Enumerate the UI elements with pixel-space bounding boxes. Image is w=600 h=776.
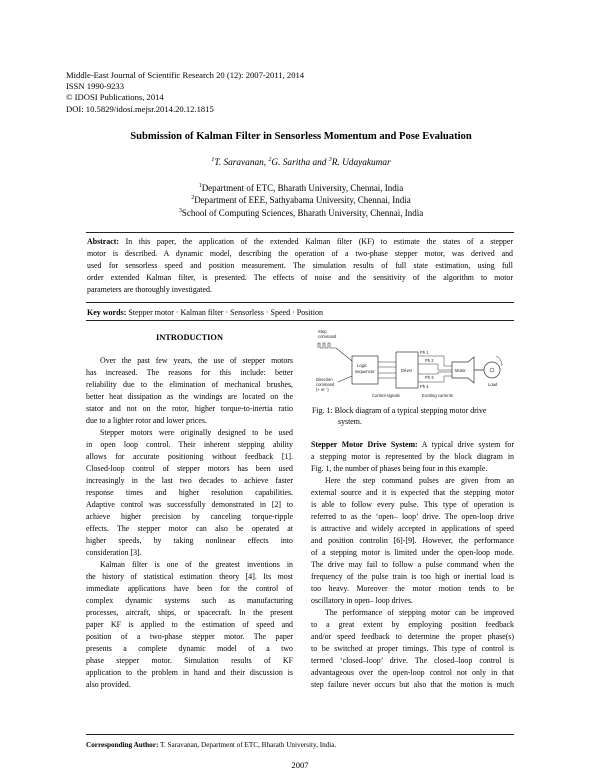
intro-paragraph-3 bbox=[86, 559, 293, 691]
text-line: and/or speed feedback to determine the proper phase(s) bbox=[311, 632, 514, 641]
text-line: Closed-loop control of stepper motors has been used bbox=[86, 464, 293, 473]
fig-label-direction: Direction bbox=[316, 377, 333, 382]
author-name: T. Saravanan, bbox=[214, 158, 269, 168]
step-pulse-train bbox=[318, 343, 336, 348]
affiliation-list bbox=[60, 182, 542, 219]
author-sup: 1 bbox=[211, 156, 215, 163]
text-line: Kalman filter is one of the greatest inventions in bbox=[100, 560, 293, 569]
text-line: Adaptive control was successfully demonstrated in [2] to bbox=[86, 500, 293, 509]
text-line: presents a complete dynamic model of a two bbox=[86, 644, 293, 653]
text-line: Stepper Motor Drive System: A typical drive system for bbox=[311, 440, 514, 449]
text-line: to a great extent by employing position feedback bbox=[311, 620, 514, 629]
text-line: increasingly in the last two decades to achieve faster bbox=[86, 476, 293, 485]
fig-label-logic: Logic bbox=[357, 363, 368, 368]
affiliation-sup: 1 bbox=[198, 183, 202, 189]
phase-lines bbox=[418, 356, 452, 382]
load-disc bbox=[484, 362, 500, 378]
fig-label-sequencer: sequencer bbox=[355, 369, 375, 374]
text-line: is able to follow every pulse. This type of operation is bbox=[311, 500, 514, 509]
abstract-line: parameters are thoroughly investigated. bbox=[87, 285, 212, 294]
corresponding-author bbox=[86, 741, 336, 749]
text-line: higher speeds, by taking nonlinear effects into bbox=[86, 536, 293, 545]
fig-label-driver: Driver bbox=[401, 368, 413, 373]
fig-label-ph2: Ph 2 bbox=[425, 358, 434, 363]
drive-paragraph-2 bbox=[311, 475, 514, 607]
text-line: a stepping motor is represented by the block diagram in bbox=[311, 452, 514, 461]
text-line: to be switched at proper timings. This type of control is bbox=[311, 644, 514, 653]
text-line: referred to as the ‘open– loop’ drive. The open-loop drive bbox=[311, 512, 514, 521]
text-line: processes, aircraft, ships, or spacecraft. In the present bbox=[86, 608, 293, 617]
abstract-top-rule bbox=[86, 232, 514, 233]
abstract-line: used for sensorless speed and position measurement. The simulation results of full state estimation, using full bbox=[87, 261, 513, 270]
affiliation-text: School of Computing Sciences, Bharath University, Chennai, India bbox=[181, 207, 424, 218]
text-line: has increased. The reasons for this include: better bbox=[86, 368, 293, 377]
text-line: Stepper motors were originally designed to be used bbox=[100, 428, 293, 437]
control-signal-lines bbox=[378, 362, 396, 378]
text-line: The drive may fail to follow a pulse command when the bbox=[311, 560, 514, 569]
affiliation bbox=[60, 194, 542, 206]
copyright: © IDOSI Publications, 2014 bbox=[66, 92, 164, 103]
text-line: response times and higher resolution capabilities. bbox=[86, 488, 293, 497]
text-line: allows for accurate positioning without feedback [1]. bbox=[86, 452, 293, 461]
abstract-bottom-rule bbox=[86, 302, 514, 303]
text-line: The performance of stepping motor can be improved bbox=[325, 608, 514, 617]
intro-paragraph-1 bbox=[86, 355, 293, 427]
text-line: better heat dissipation as the windings are located on the bbox=[86, 392, 293, 401]
fig-label-motor: Motor bbox=[455, 368, 466, 373]
fig-label-command: command bbox=[318, 334, 337, 339]
text-line: is attractive and widely accepted in applications of speed bbox=[311, 524, 514, 533]
intro-paragraph-2 bbox=[86, 427, 293, 559]
text-line: position of a two-phase stepper motor. The paper bbox=[86, 632, 293, 641]
affiliation-text: Department of EEE, Sathyabama University, Chennai, India bbox=[194, 195, 411, 206]
abstract bbox=[87, 236, 513, 296]
corr-text: T. Saravanan, Department of ETC, Bharath University, India. bbox=[158, 741, 337, 749]
text-line: and position controlin [6]-[9]. However, the performance bbox=[311, 536, 514, 545]
doi: DOI: 10.5829/idosi.mejsr.2014.20.12.1815 bbox=[66, 103, 214, 114]
stepper-drive-block-diagram bbox=[312, 326, 512, 414]
text-line: advantageous over the open-loop control not only in that bbox=[311, 668, 514, 677]
author-sup: 3 bbox=[328, 156, 332, 163]
affiliation-sup: 3 bbox=[178, 207, 182, 214]
text-line: frequency of the pulse train is too high or inertial load is bbox=[311, 572, 514, 581]
page-number: 2007 bbox=[291, 760, 309, 770]
keywords bbox=[87, 308, 513, 317]
intro-body bbox=[86, 355, 293, 691]
footnote-rule bbox=[86, 734, 514, 735]
fig-label-pm: (+ or -) bbox=[316, 387, 329, 392]
author-name: R. Udayakumar bbox=[331, 158, 391, 168]
text-line: effects. The stepper motor can also be operated at bbox=[86, 524, 293, 533]
affiliation bbox=[60, 182, 542, 194]
affiliation-text: Department of ETC, Bharath University, Chennai, India bbox=[201, 183, 404, 193]
text-line: immediate applications have been for the control of bbox=[86, 584, 293, 593]
keywords-label: Key words: bbox=[87, 308, 127, 317]
fig-label-ph1: Ph 1 bbox=[420, 350, 429, 355]
fig-label-ph4: Ph 4 bbox=[420, 384, 429, 389]
keywords-text: Stepper motor · Kalman filter · Sensorless · Speed · Position bbox=[126, 308, 323, 317]
load-hub bbox=[490, 368, 494, 372]
drive-paragraph-3 bbox=[311, 607, 514, 691]
text-line: phase stepper motor. Simulation results of KF bbox=[86, 656, 293, 665]
author-sup: 2 bbox=[268, 156, 272, 163]
text-line: paper KF is applied to the estimation of speed and bbox=[86, 620, 293, 629]
text-line: achieve higher precision by canceling torque-ripple bbox=[86, 512, 293, 521]
rotation-arrow bbox=[496, 356, 502, 366]
step-arrow bbox=[336, 348, 352, 361]
fig-label-load: Load bbox=[488, 382, 498, 387]
journal-citation: Middle-East Journal of Scientific Research 20 (12): 2007-2011, 2014 bbox=[66, 70, 305, 80]
abstract-line: Abstract: In this paper, the application of the extended Kalman filter (KF) to estimate the states of a stepper bbox=[87, 237, 513, 246]
text-line: application to the problem in hand and their discussion is bbox=[86, 668, 293, 677]
text-line: Over the past few years, the use of stepper motors bbox=[100, 356, 293, 365]
fig-label-ph3: Ph 3 bbox=[425, 375, 434, 380]
affiliation bbox=[60, 207, 542, 219]
text-line: the history of statistical estimation theory [4]. Its most bbox=[86, 572, 293, 581]
fig-label-exciting-currents: Exciting currents bbox=[422, 393, 453, 398]
abstract-label: Abstract: bbox=[87, 237, 119, 246]
keywords-rule bbox=[86, 320, 514, 321]
text-line: step failure never occurs but also that the motion is much bbox=[311, 680, 514, 689]
paper-title: Submission of Kalman Filter in Sensorless Momentum and Pose Evaluation bbox=[130, 131, 472, 142]
text-line: due to a lighter rotor and lower prices. bbox=[86, 416, 207, 425]
text-line: termed ‘closed–loop’ drive. The closed–loop control is bbox=[311, 656, 514, 665]
direction-arrow bbox=[338, 376, 352, 382]
text-line: of a stepping motor is limited under the open-loop mode. bbox=[311, 548, 514, 557]
text-line: oscillatory in open– loop drives. bbox=[311, 596, 413, 605]
journal-header bbox=[66, 70, 304, 115]
text-line: reliability due to the elimination of mechanical brushes, bbox=[86, 380, 293, 389]
drive-paragraph-1 bbox=[311, 439, 514, 475]
caption-line: Fig. 1: Block diagram of a typical stepping motor drive bbox=[312, 406, 487, 415]
fig-label-dir-command: command bbox=[316, 382, 335, 387]
drive-heading: Stepper Motor Drive System: bbox=[311, 440, 418, 449]
figure-caption bbox=[312, 405, 512, 427]
text-line: Fig. 1, the number of phases being four in this example. bbox=[311, 464, 488, 473]
drive-section bbox=[311, 439, 514, 691]
text-line: complex dynamic systems such as manufacturing bbox=[86, 596, 293, 605]
text-line: Here the step command pulses are given from an bbox=[325, 476, 514, 485]
text-line: external source and it is expected that the stepping motor bbox=[311, 488, 514, 497]
author-list bbox=[60, 158, 542, 168]
fig-label-step: Step bbox=[318, 329, 327, 334]
text-line: stator and not on the rotor, higher torque-to-inertia ratio bbox=[86, 404, 293, 413]
issn: ISSN 1990-9233 bbox=[66, 81, 125, 92]
abstract-line: order extended Kalman filter, is presented. The effects of noise and the sensitivity of the algorithm to motor bbox=[87, 273, 513, 282]
fig-label-control-signals: Control signals bbox=[372, 393, 400, 398]
text-line: too heavy. Moreover the motor motion tends to be bbox=[311, 584, 514, 593]
intro-heading: INTRODUCTION bbox=[155, 333, 223, 342]
text-line: also provided. bbox=[86, 680, 131, 689]
author-name: G. Saritha and bbox=[271, 158, 329, 168]
text-line: consideration [3]. bbox=[86, 548, 142, 557]
corr-label: Corresponding Author: bbox=[86, 741, 159, 749]
caption-line: system. bbox=[338, 417, 362, 426]
affiliation-sup: 2 bbox=[191, 195, 195, 202]
text-line: in open loop control. Their inherent stepping ability bbox=[86, 440, 293, 449]
abstract-line: motor is described. A dynamic model, describing the operation of a two-phase stepper motor, was derived and bbox=[87, 249, 513, 258]
